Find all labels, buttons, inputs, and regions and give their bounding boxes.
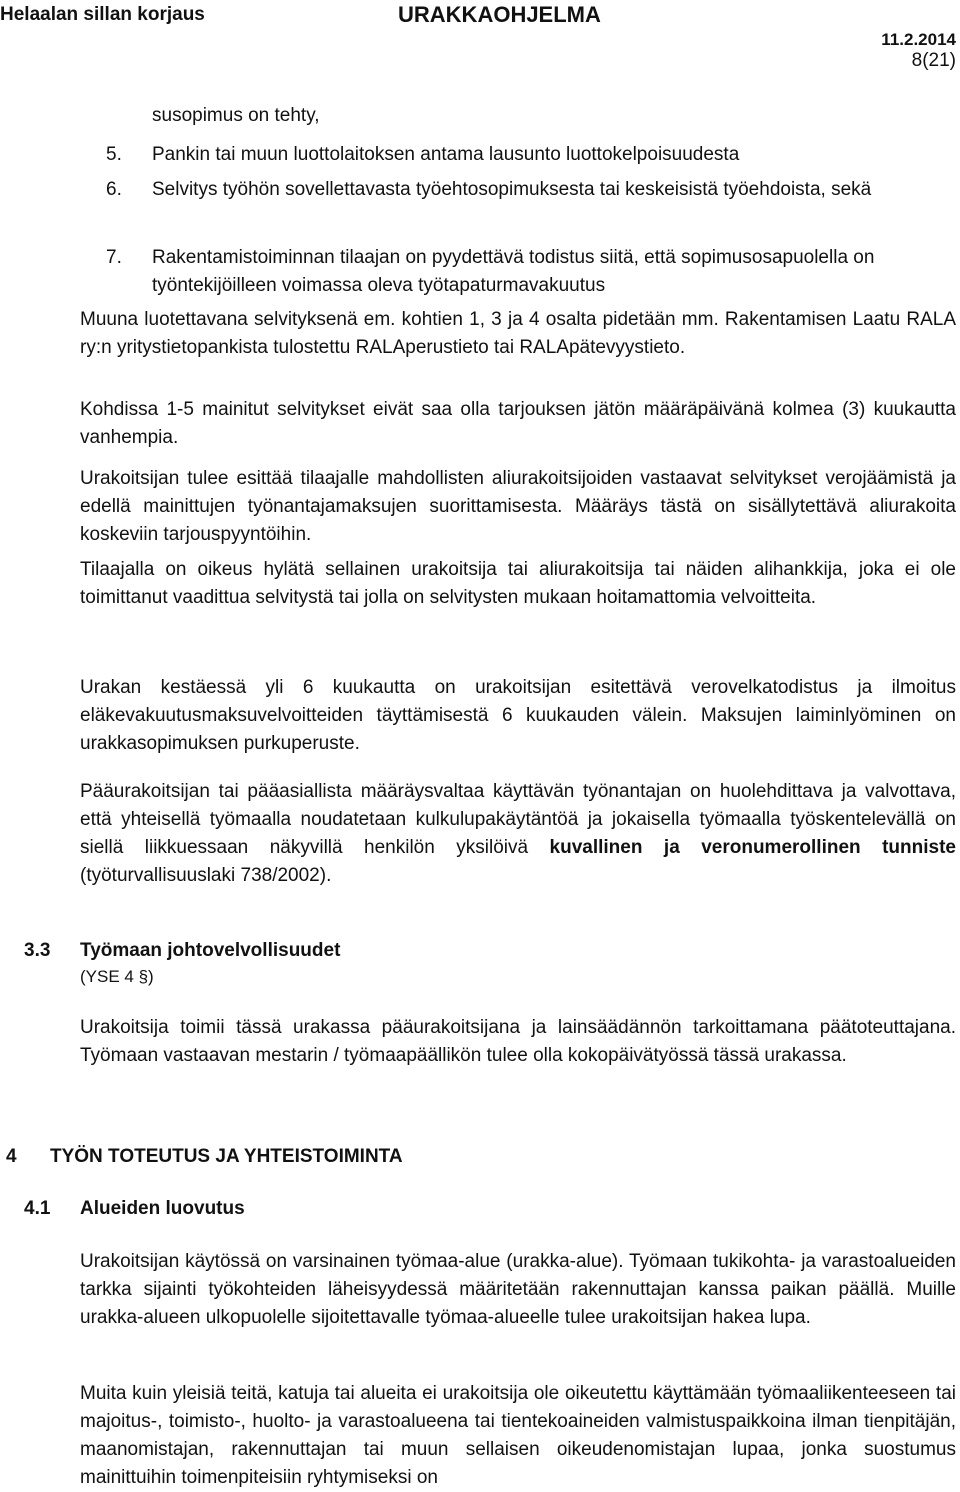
document-type-title: URAKKAOHJELMA xyxy=(398,2,601,27)
section-number: 3.3 xyxy=(24,940,51,961)
section-title: TYÖN TOTEUTUS JA YHTEISTOIMINTA xyxy=(50,1146,403,1167)
document-project-title: Helaalan sillan korjaus xyxy=(0,4,205,25)
page-header xyxy=(0,0,960,70)
list-item-continuation: susopimus on tehty, xyxy=(152,105,320,126)
section-title: Työmaan johtovelvollisuudet xyxy=(80,940,341,961)
document-date: 11.2.2014 xyxy=(881,30,956,49)
paragraph-road-usage: Muita kuin yleisiä teitä, katuja tai alueita ei urakoitsija ole oikeutettu käyttämään työmaaliikenteeseen tai majoitus-, toimisto-, huolto- ja varastoalueena tai tientekoaineiden valmistuspaikkoina ilman tienpitäjän, maanomistajan, rakennuttajan tai muun sellaisen oikeudenomistajan lupaa, jonka suostumus mainittuihin toimenpiteisiin ryhtymiseksi on xyxy=(80,1383,956,1488)
paragraph-rejection: Tilaajalla on oikeus hylätä sellainen urakoitsija tai aliurakoitsija tai näiden alihankkija, joka ei ole toimittanut vaadittua selvitystä tai jolla on selvitysten mukaan hoitamattomia velvoitteita. xyxy=(80,559,956,608)
list-item-number: 6. xyxy=(106,179,122,200)
id-card-text-after: (työturvallisuuslaki 738/2002). xyxy=(80,865,332,886)
list-item-text: Selvitys työhön sovellettavasta työehtosopimuksesta tai keskeisistä työehdoista, sekä xyxy=(152,179,872,200)
paragraph-id-card xyxy=(80,778,956,890)
section-heading-4 xyxy=(6,1146,403,1168)
paragraph-site-management: Urakoitsija toimii tässä urakassa pääurakoitsijana ja lainsäädännön tarkoittamana päätoteuttajana. Työmaan vastaavan mestarin / työmaapäällikön tulee olla kokopäivätyössä tässä urakassa. xyxy=(80,1017,956,1066)
section-number: 4.1 xyxy=(24,1198,51,1219)
paragraph-work-area: Urakoitsijan käytössä on varsinainen työmaa-alue (urakka-alue). Työmaan tukikohta- ja varastoalueiden tarkka sijainti työkohteiden läheisyydessä määritetään rakennuttajan kanssa paikan päällä. Muille urakka-alueen ulkopuolelle sijoitettavalle työmaa-alueelle tulee urakoitsijan hakea lupa. xyxy=(80,1251,956,1328)
id-card-bold-text: kuvallinen ja veronumerollinen tunniste xyxy=(549,837,956,858)
paragraph-rala: Muuna luotettavana selvityksenä em. kohtien 1, 3 ja 4 osalta pidetään mm. Rakentamisen Laatu RALA ry:n yritystietopankista tulostettu RALAperustieto tai RALApätevyystieto. xyxy=(80,309,956,358)
section-number: 4 xyxy=(6,1146,17,1167)
list-item-text: Pankin tai muun luottolaitoksen antama lausunto luottokelpoisuudesta xyxy=(152,144,740,165)
list-item-number: 5. xyxy=(106,144,122,165)
section-reference: (YSE 4 §) xyxy=(80,967,154,986)
section-heading-3-3 xyxy=(24,940,341,962)
paragraph-validity: Kohdissa 1-5 mainitut selvitykset eivät saa olla tarjouksen jätön määräpäivänä kolmea (3) kuukautta vanhempia. xyxy=(80,399,956,448)
section-title: Alueiden luovutus xyxy=(80,1198,245,1219)
section-heading-4-1 xyxy=(24,1198,245,1220)
paragraph-subcontractors: Urakoitsijan tulee esittää tilaajalle mahdollisten aliurakoitsijoiden vastaavat selvitykset verojäämistä ja edellä mainittujen työnantajamaksujen suorittamisesta. Määräys tästä on sisällytettävä aliurakoita koskeviin tarjouspyyntöihin. xyxy=(80,468,956,545)
list-item-number: 7. xyxy=(106,247,122,268)
list-item-text: Rakentamistoiminnan tilaajan on pyydettävä todistus siitä, että sopimusosapuolella on työntekijöilleen voimassa oleva työtapaturmavakuutus xyxy=(152,247,875,296)
paragraph-tax-certificate: Urakan kestäessä yli 6 kuukautta on urakoitsijan esitettävä verovelkatodistus ja ilmoitus eläkevakuutusmaksuvelvoitteiden täyttämisestä 6 kuukauden välein. Maksujen laiminlyöminen on urakkasopimuksen purkuperuste. xyxy=(80,677,956,754)
id-card-text-before: Pääurakoitsijan tai pääasiallista määräysvaltaa käyttävän työnantajan on huolehdittava ja valvottava, että yhteisellä työmaalla noudatetaan kulkulupakäytäntöä ja jokaisella työmaalla työskentelevällä on siellä liikkuessaan näkyvillä henkilön yksilöivä xyxy=(80,781,956,858)
page-number: 8(21) xyxy=(911,50,956,71)
